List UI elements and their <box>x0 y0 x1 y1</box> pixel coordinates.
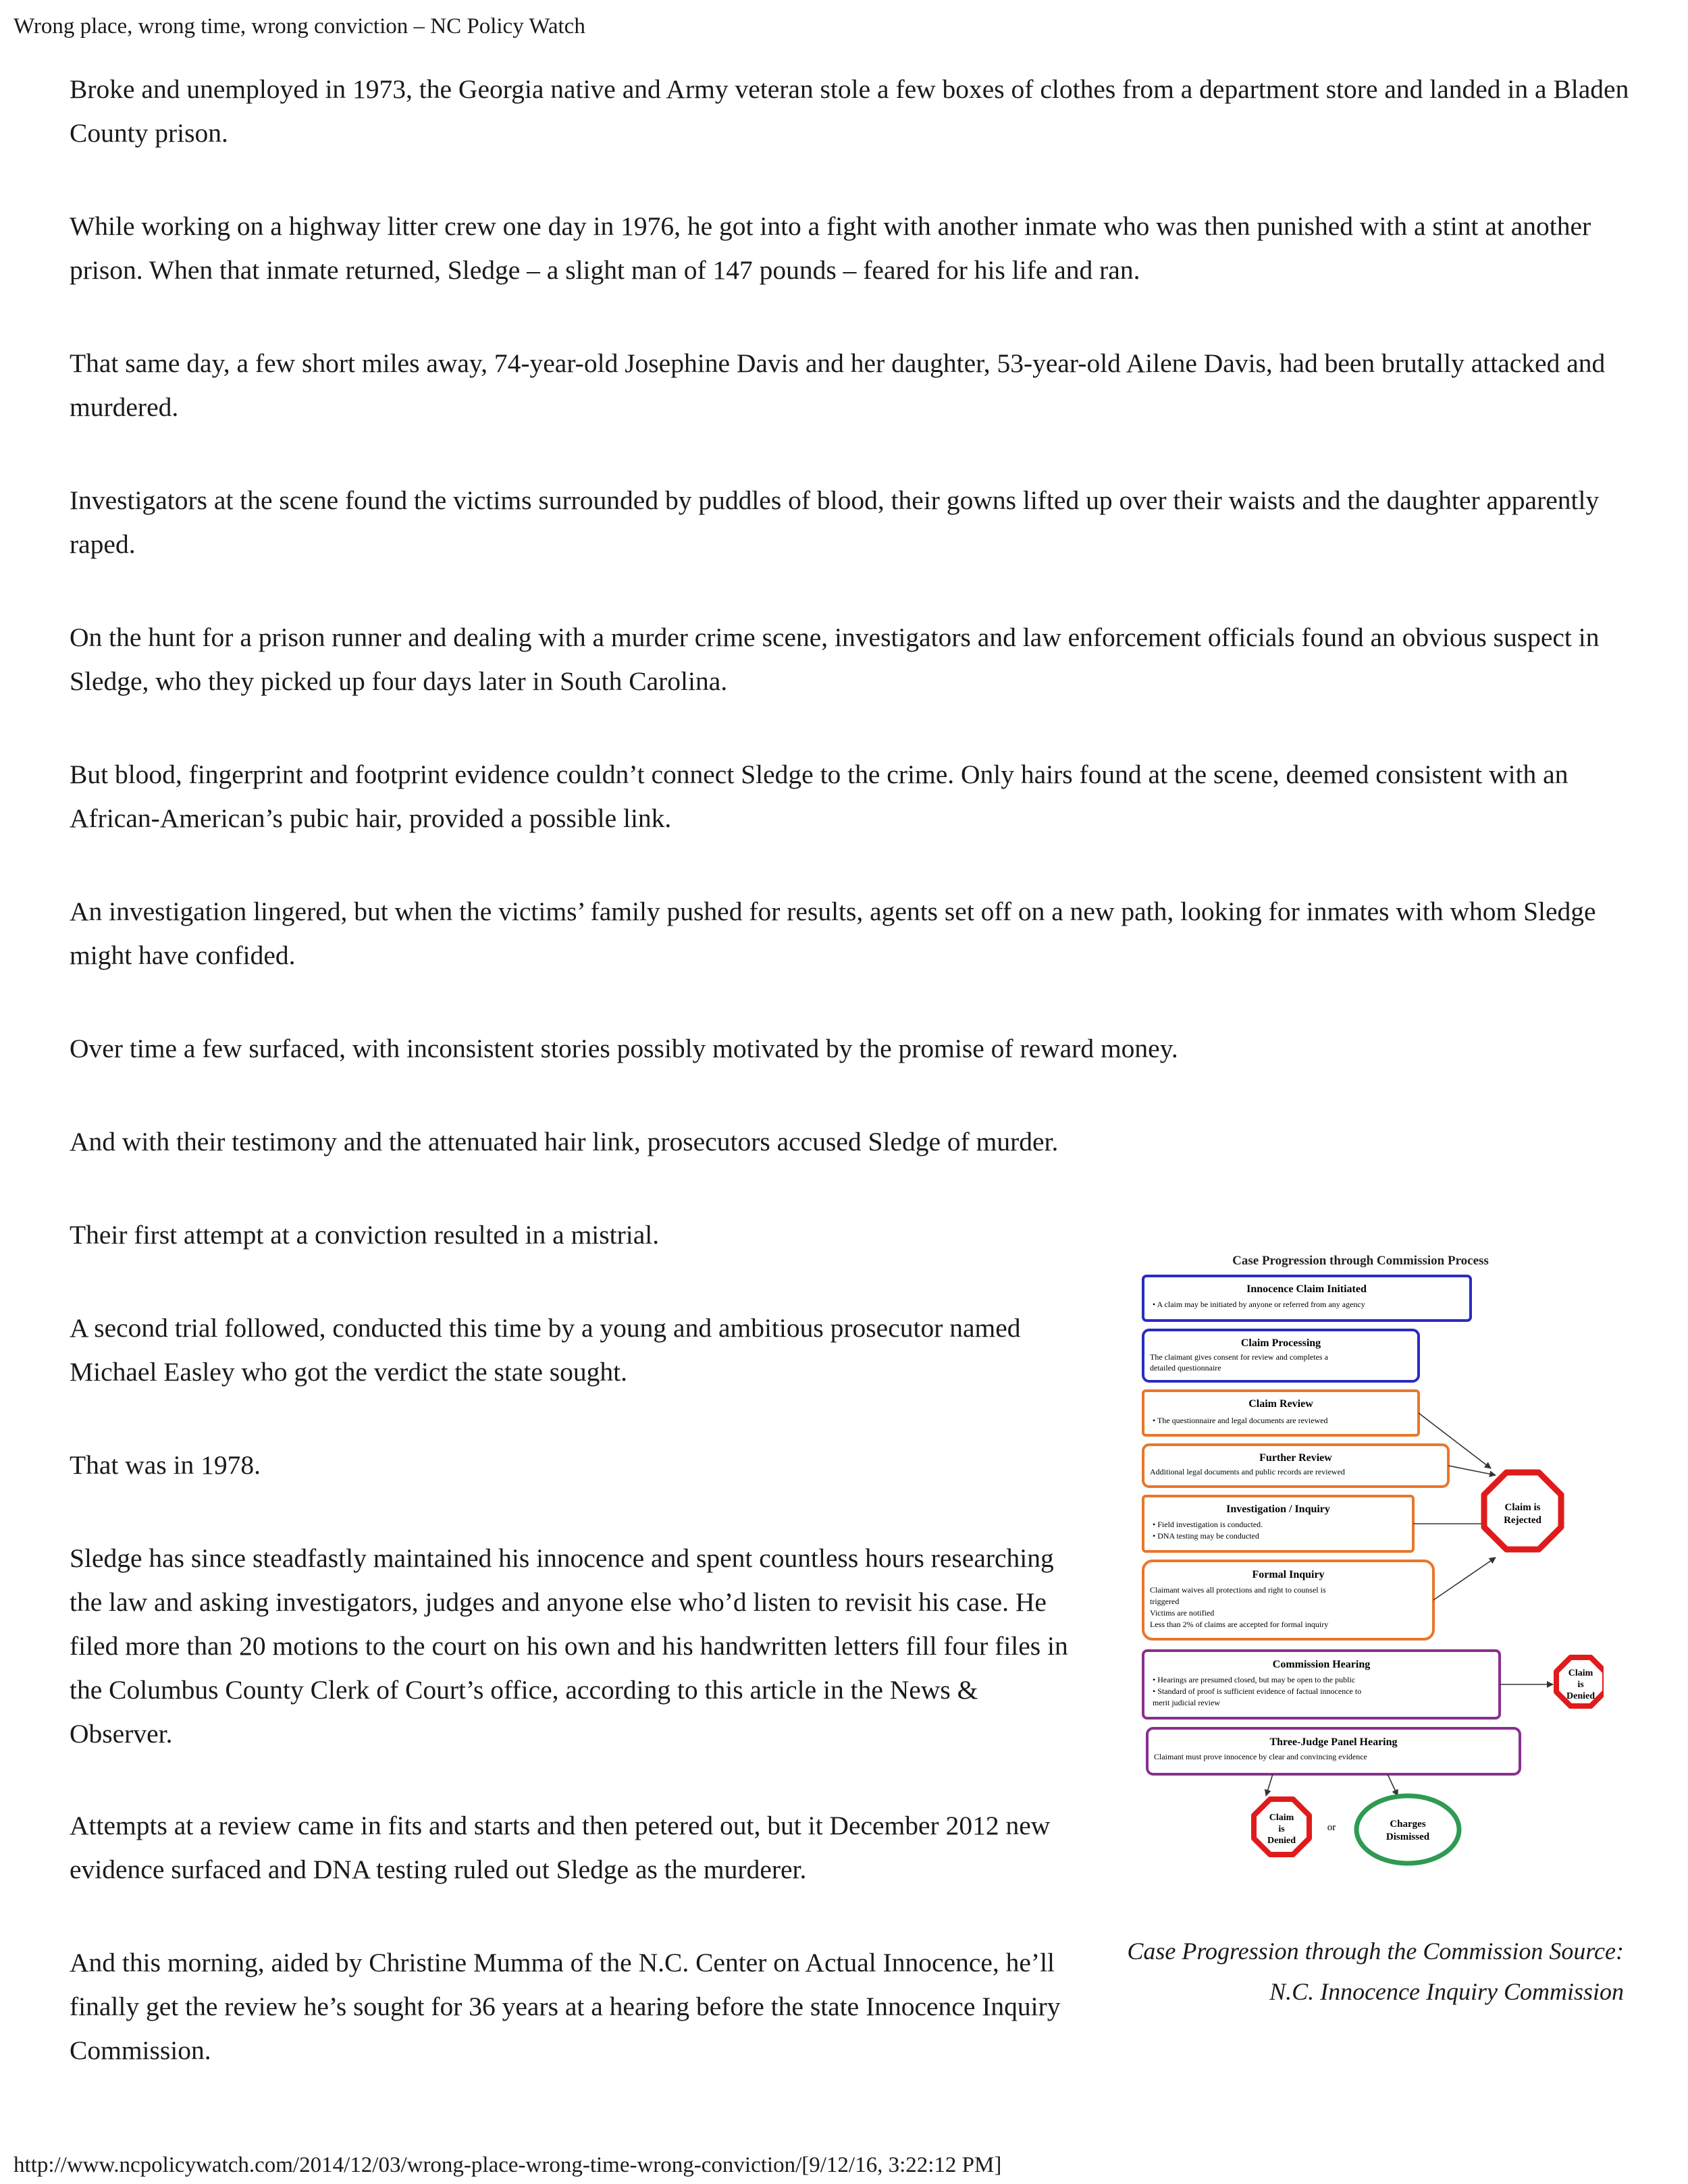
outcome-label: is <box>1278 1824 1285 1834</box>
article-paragraph: That same day, a few short miles away, 74-year-old Josephine Davis and her daughter, 53-year-old Ailene Davis, had been brutally attacked and murdered. <box>70 348 1606 422</box>
step-heading: Three-Judge Panel Hearing <box>1269 1736 1398 1748</box>
footer-url: http://www.ncpolicywatch.com/2014/12/03/wrong-place-wrong-time-wrong-conviction/[9/12/16, 3:22:12 PM] <box>14 2153 1002 2177</box>
article-paragraph: Investigators at the scene found the victims surrounded by puddles of blood, their gowns lifted up over their waists and the daughter apparently raped. <box>70 485 1600 559</box>
step-claim-processing <box>1143 1330 1419 1381</box>
article-paragraph: Attempts at a review came in fits and starts and then petered out, but it December 2012 new evidence surfaced and DNA testing ruled out Sledge as the murderer. <box>70 1811 1051 1884</box>
outcome-label: Denied <box>1566 1691 1595 1701</box>
step-detail: • DNA testing may be conducted <box>1153 1531 1259 1541</box>
article-paragraph: And this morning, aided by Christine Mumma of the N.C. Center on Actual Innocence, he’ll finally get the review he’s sought for 36 years at a hearing before the state Innocence Inquiry Commission. <box>70 1948 1061 2065</box>
article-paragraph: That was in 1978. <box>70 1450 261 1480</box>
step-detail: triggered <box>1150 1597 1180 1606</box>
article-paragraph: But blood, fingerprint and footprint evidence couldn’t connect Sledge to the crime. Only hairs found at the scene, deemed consistent with an African-American’s pubic hair, provided a possible link. <box>70 760 1568 833</box>
step-further-review <box>1143 1445 1448 1487</box>
outcome-label: Claim is <box>1504 1502 1541 1513</box>
step-heading: Innocence Claim Initiated <box>1246 1283 1367 1295</box>
step-heading: Commission Hearing <box>1272 1659 1371 1670</box>
step-detail: merit judicial review <box>1153 1698 1220 1707</box>
step-heading: Further Review <box>1259 1452 1332 1464</box>
step-heading: Formal Inquiry <box>1252 1569 1325 1580</box>
charges-dismissed-circle-icon <box>1356 1796 1459 1863</box>
article-paragraph: Their first attempt at a conviction resulted in a mistrial. <box>70 1220 660 1250</box>
step-investigation-inquiry <box>1143 1496 1413 1551</box>
article-paragraph: And with their testimony and the attenuated hair link, prosecutors accused Sledge of murder. <box>70 1127 1059 1156</box>
step-detail: • The questionnaire and legal documents are reviewed <box>1153 1416 1328 1425</box>
outcome-label: is <box>1577 1680 1584 1690</box>
outcome-label: Charges <box>1390 1819 1426 1830</box>
step-detail: Less than 2% of claims are accepted for formal inquiry <box>1150 1620 1329 1629</box>
page-title: Wrong place, wrong time, wrong conviction – NC Policy Watch <box>14 14 585 38</box>
article-paragraph: Sledge has since steadfastly maintained his innocence and spent countless hours researching the law and asking investigators, judges and anyone else who’d listen to revisit his case. He filed more than 20 motions to the court on his own and his handwritten letters fill four files in the Columbus County Clerk of Court’s office, according to this article in the News & Observer. <box>70 1543 1068 1749</box>
outcome-label: Claim <box>1568 1668 1593 1678</box>
step-commission-hearing <box>1143 1651 1500 1718</box>
step-heading: Investigation / Inquiry <box>1226 1503 1330 1515</box>
article-paragraph: Over time a few surfaced, with inconsistent stories possibly motivated by the promise of reward money. <box>70 1034 1178 1063</box>
step-claim-review <box>1143 1391 1419 1435</box>
caption-line: Case Progression through the Commission Source: <box>1127 1938 1624 1965</box>
article-paragraph: An investigation lingered, but when the victims’ family pushed for results, agents set off on a new path, looking for inmates with whom Sledge might have confided. <box>70 897 1596 970</box>
step-detail: • Field investigation is conducted. <box>1153 1520 1263 1529</box>
caption-line: N.C. Innocence Inquiry Commission <box>1269 1978 1624 2005</box>
claim-denied-stop-icon <box>1556 1657 1604 1706</box>
step-detail: Claimant waives all protections and right to counsel is <box>1150 1585 1326 1595</box>
commission-process-flowchart <box>1131 1246 1604 1890</box>
step-detail: Additional legal documents and public records are reviewed <box>1150 1467 1345 1476</box>
outcome-label: Claim <box>1269 1813 1294 1823</box>
step-detail: • Hearings are presumed closed, but may be open to the public <box>1153 1675 1356 1684</box>
outcome-label: Rejected <box>1504 1515 1541 1526</box>
step-detail: The claimant gives consent for review and completes a <box>1150 1352 1328 1362</box>
figure-caption <box>1074 1931 1624 2012</box>
step-detail: detailed questionnaire <box>1150 1363 1221 1373</box>
step-innocence-claim-initiated <box>1143 1276 1471 1321</box>
step-detail: • A claim may be initiated by anyone or referred from any agency <box>1153 1300 1365 1309</box>
step-detail: • Standard of proof is sufficient evidence of factual innocence to <box>1153 1686 1362 1696</box>
article-paragraph: Broke and unemployed in 1973, the Georgia native and Army veteran stole a few boxes of clothes from a department store and landed in a Bladen County prison. <box>70 74 1629 148</box>
article-paragraph: A second trial followed, conducted this time by a young and ambitious prosecutor named Michael Easley who got the verdict the state sought. <box>70 1313 1021 1387</box>
or-label: or <box>1327 1822 1336 1833</box>
outcome-label: Denied <box>1267 1836 1296 1846</box>
article-paragraph: While working on a highway litter crew one day in 1976, he got into a fight with another inmate who was then punished with a stint at another prison. When that inmate returned, Sledge – a slight man of 147 pounds – feared for his life and ran. <box>70 211 1591 285</box>
step-formal-inquiry <box>1143 1561 1433 1639</box>
step-heading: Claim Processing <box>1240 1337 1321 1349</box>
step-detail: Victims are notified <box>1150 1608 1215 1618</box>
claim-rejected-stop-icon <box>1484 1472 1561 1549</box>
step-heading: Claim Review <box>1248 1398 1313 1410</box>
article-paragraph: On the hunt for a prison runner and dealing with a murder crime scene, investigators and law enforcement officials found an obvious suspect in Sledge, who they picked up four days later in South Carolina. <box>70 622 1600 696</box>
outcome-label: Dismissed <box>1386 1832 1430 1842</box>
step-three-judge-panel-hearing <box>1147 1728 1520 1774</box>
flowchart-title: Case Progression through Commission Process <box>1232 1254 1489 1268</box>
step-detail: Claimant must prove innocence by clear and convincing evidence <box>1154 1752 1367 1761</box>
panel-claim-denied-stop-icon <box>1254 1799 1309 1855</box>
